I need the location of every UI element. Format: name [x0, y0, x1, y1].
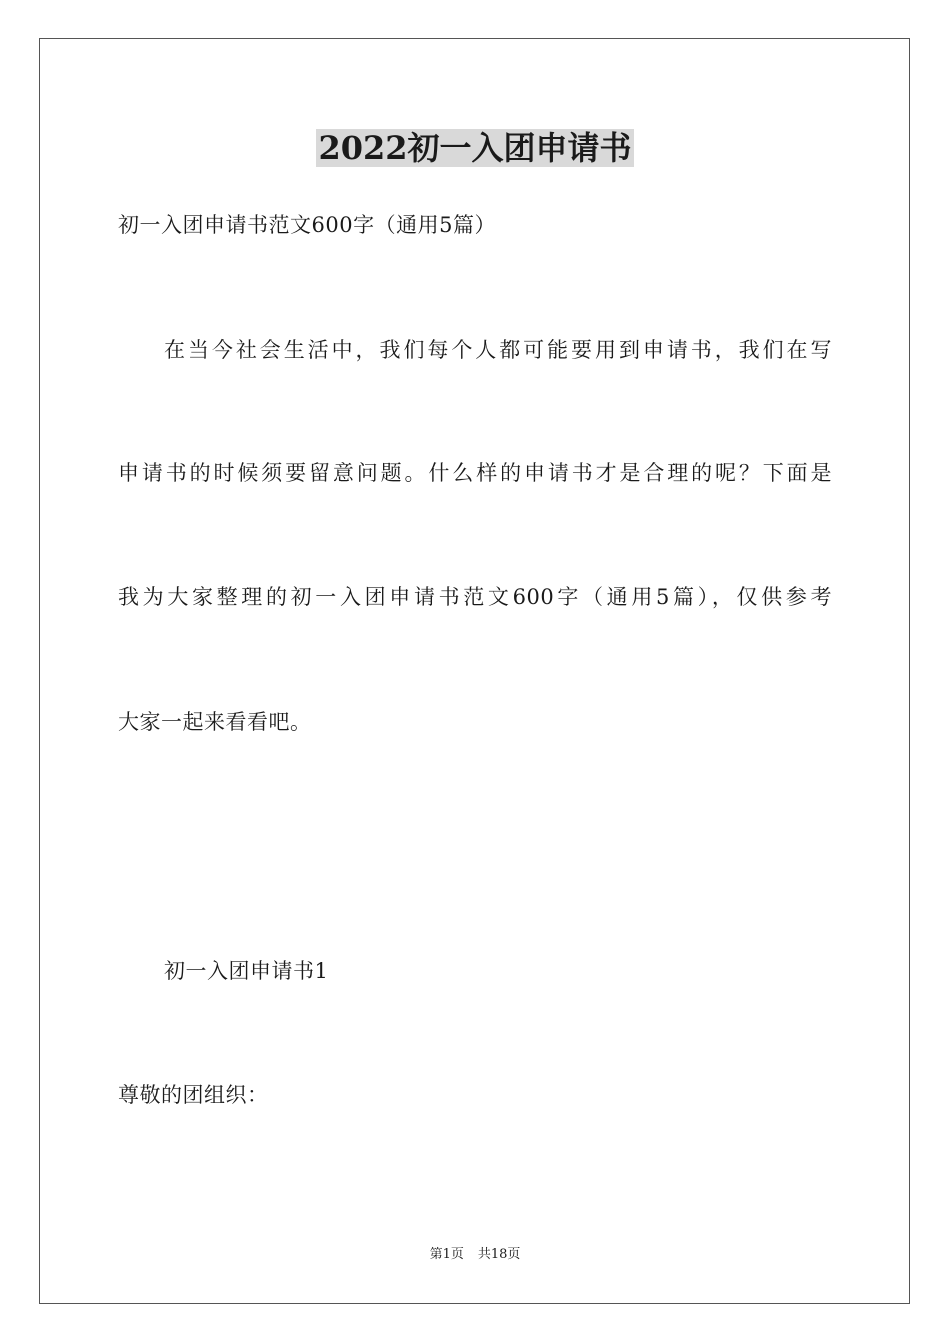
document-title-text: 2022初一入团申请书	[318, 129, 632, 167]
intro-line-2: 申请书的时候须要留意问题。什么样的申请书才是合理的呢？下面是	[118, 461, 832, 485]
page-footer	[0, 1246, 950, 1264]
intro-line-1: 在当今社会生活中，我们每个人都可能要用到申请书，我们在写	[164, 338, 832, 362]
page-total: 共18页	[477, 1247, 521, 1262]
section-heading: 初一入团申请书1	[164, 959, 329, 983]
page-number: 第1页	[429, 1247, 464, 1262]
document-title	[0, 126, 950, 170]
intro-line-4: 大家一起来看看吧。	[118, 710, 312, 734]
salutation: 尊敬的团组织：	[118, 1083, 269, 1107]
document-subtitle: 初一入团申请书范文600字（通用5篇）	[118, 213, 496, 237]
intro-line-3: 我为大家整理的初一入团申请书范文600字（通用5篇），仅供参考	[118, 585, 832, 609]
